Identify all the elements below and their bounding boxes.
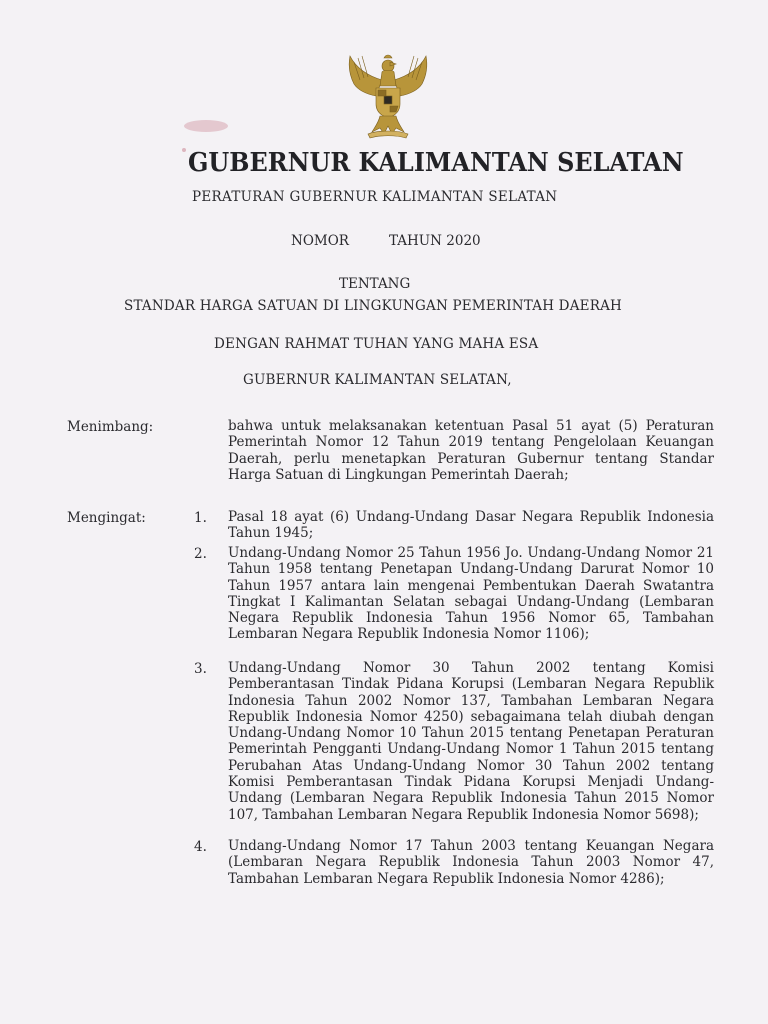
rahmat-line: DENGAN RAHMAT TUHAN YANG MAHA ESA [214, 336, 539, 352]
list-item-number: 3. [194, 661, 207, 677]
list-item: Pasal 18 ayat (6) Undang-Undang Dasar Negara Republik Indonesia Tahun 1945; [228, 509, 714, 542]
document-subject: STANDAR HARGA SATUAN DI LINGKUNGAN PEMERINTAH DAERAH [124, 298, 622, 314]
garuda-emblem-icon [338, 50, 438, 142]
gubernur-line: GUBERNUR KALIMANTAN SELATAN, [243, 372, 512, 388]
mengingat-label: Mengingat: [67, 510, 146, 526]
menimbang-label: Menimbang: [67, 419, 154, 435]
page-title: GUBERNUR KALIMANTAN SELATAN [188, 148, 684, 178]
list-item: Undang-Undang Nomor 25 Tahun 1956 Jo. Undang-Undang Nomor 21 Tahun 1958 tentang Penetapan Undang-Undang Darurat Nomor 10 Tahun 1957 antara lain mengenai Pembentukan Daerah Swatantra Tingkat I Kalimantan Selatan sebagai Undang-Undang (Lembaran Negara Republik Indonesia Tahun 1956 Nomor 65, Tambahan Lembaran Negara Republik Indonesia Nomor 1106); [228, 545, 714, 643]
list-item: Undang-Undang Nomor 30 Tahun 2002 tentang Komisi Pemberantasan Tindak Pidana Korupsi (Lembaran Negara Republik Indonesia Tahun 2002 Nomor 137, Tambahan Lembaran Negara Republik Indonesia Nomor 4250) sebagaimana telah diubah dengan Undang-Undang Nomor 10 Tahun 2015 tentang Penetapan Peraturan Pemerintah Pengganti Undang-Undang Nomor 1 Tahun 2015 tentang Perubahan Atas Undang-Undang Nomor 30 Tahun 2002 tentang Komisi Pemberantasan Tindak Pidana Korupsi Menjadi Undang-Undang (Lembaran Negara Republik Indonesia Tahun 2015 Nomor 107, Tambahan Lembaran Negara Republik Indonesia Nomor 5698); [228, 660, 714, 823]
list-item-number: 2. [194, 546, 207, 562]
list-item-number: 1. [194, 510, 207, 526]
tahun-label: TAHUN 2020 [389, 233, 481, 249]
list-item-number: 4. [194, 839, 207, 855]
tentang-label: TENTANG [339, 276, 411, 292]
menimbang-text: bahwa untuk melaksanakan ketentuan Pasal 51 ayat (5) Peraturan Pemerintah Nomor 12 Tahun 2019 tentang Pengelolaan Keuangan Daerah, perlu menetapkan Peraturan Gubernur tentang Standar Harga Satuan di Lingkungan Pemerintah Daerah; [228, 418, 714, 483]
nomor-label: NOMOR [291, 233, 349, 249]
document-type: PERATURAN GUBERNUR KALIMANTAN SELATAN [192, 189, 558, 205]
list-item: Undang-Undang Nomor 17 Tahun 2003 tentang Keuangan Negara (Lembaran Negara Republik Indonesia Tahun 2003 Nomor 47, Tambahan Lembaran Negara Republik Indonesia Nomor 4286); [228, 838, 714, 887]
stamp-smudge [176, 112, 236, 152]
